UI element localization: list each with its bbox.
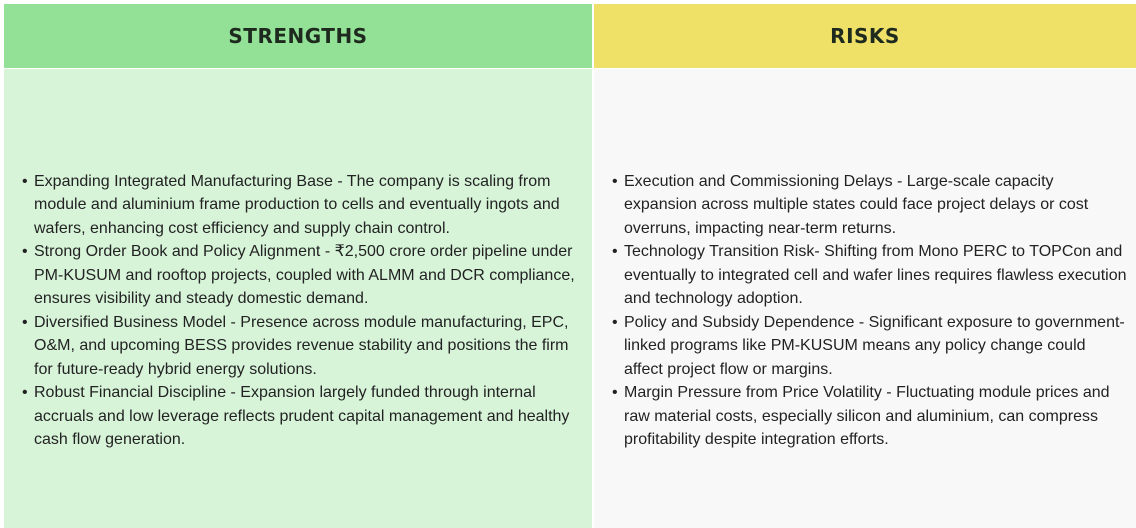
- risks-cell: [593, 68, 1136, 528]
- list-item: • Robust Financial Discipline - Expansion largely funded through internal accruals and low leverage reflects prudent capital management and healthy cash flow generation.: [22, 381, 584, 452]
- risks-header: [593, 4, 1136, 68]
- list-item: • Policy and Subsidy Dependence - Significant exposure to government-linked programs like PM-KUSUM means any policy change could affect project flow or margins.: [612, 311, 1128, 382]
- strengths-header: [4, 4, 593, 68]
- risks-title: RISKS: [830, 24, 900, 48]
- strengths-list: [22, 170, 584, 452]
- list-item: • Technology Transition Risk- Shifting from Mono PERC to TOPCon and eventually to integrated cell and wafer lines requires flawless execution and technology adoption.: [612, 240, 1128, 311]
- list-item: • Margin Pressure from Price Volatility - Fluctuating module prices and raw material costs, especially silicon and aluminium, can compress profitability despite integration efforts.: [612, 381, 1128, 452]
- swot-table: [4, 4, 1136, 528]
- strengths-cell: [4, 68, 593, 528]
- list-item: • Expanding Integrated Manufacturing Base - The company is scaling from module and aluminium frame production to cells and eventually ingots and wafers, enhancing cost efficiency and supply chain control.: [22, 170, 584, 241]
- list-item: • Execution and Commissioning Delays - Large-scale capacity expansion across multiple states could face project delays or cost overruns, impacting near-term returns.: [612, 170, 1128, 241]
- strengths-title: STRENGTHS: [228, 24, 368, 48]
- list-item: • Strong Order Book and Policy Alignment - ₹2,500 crore order pipeline under PM-KUSUM and rooftop projects, coupled with ALMM and DCR compliance, ensures visibility and steady domestic demand.: [22, 240, 584, 311]
- risks-list: [612, 170, 1128, 452]
- list-item: • Diversified Business Model - Presence across module manufacturing, EPC, O&M, and upcoming BESS provides revenue stability and positions the firm for future-ready hybrid energy solutions.: [22, 311, 584, 382]
